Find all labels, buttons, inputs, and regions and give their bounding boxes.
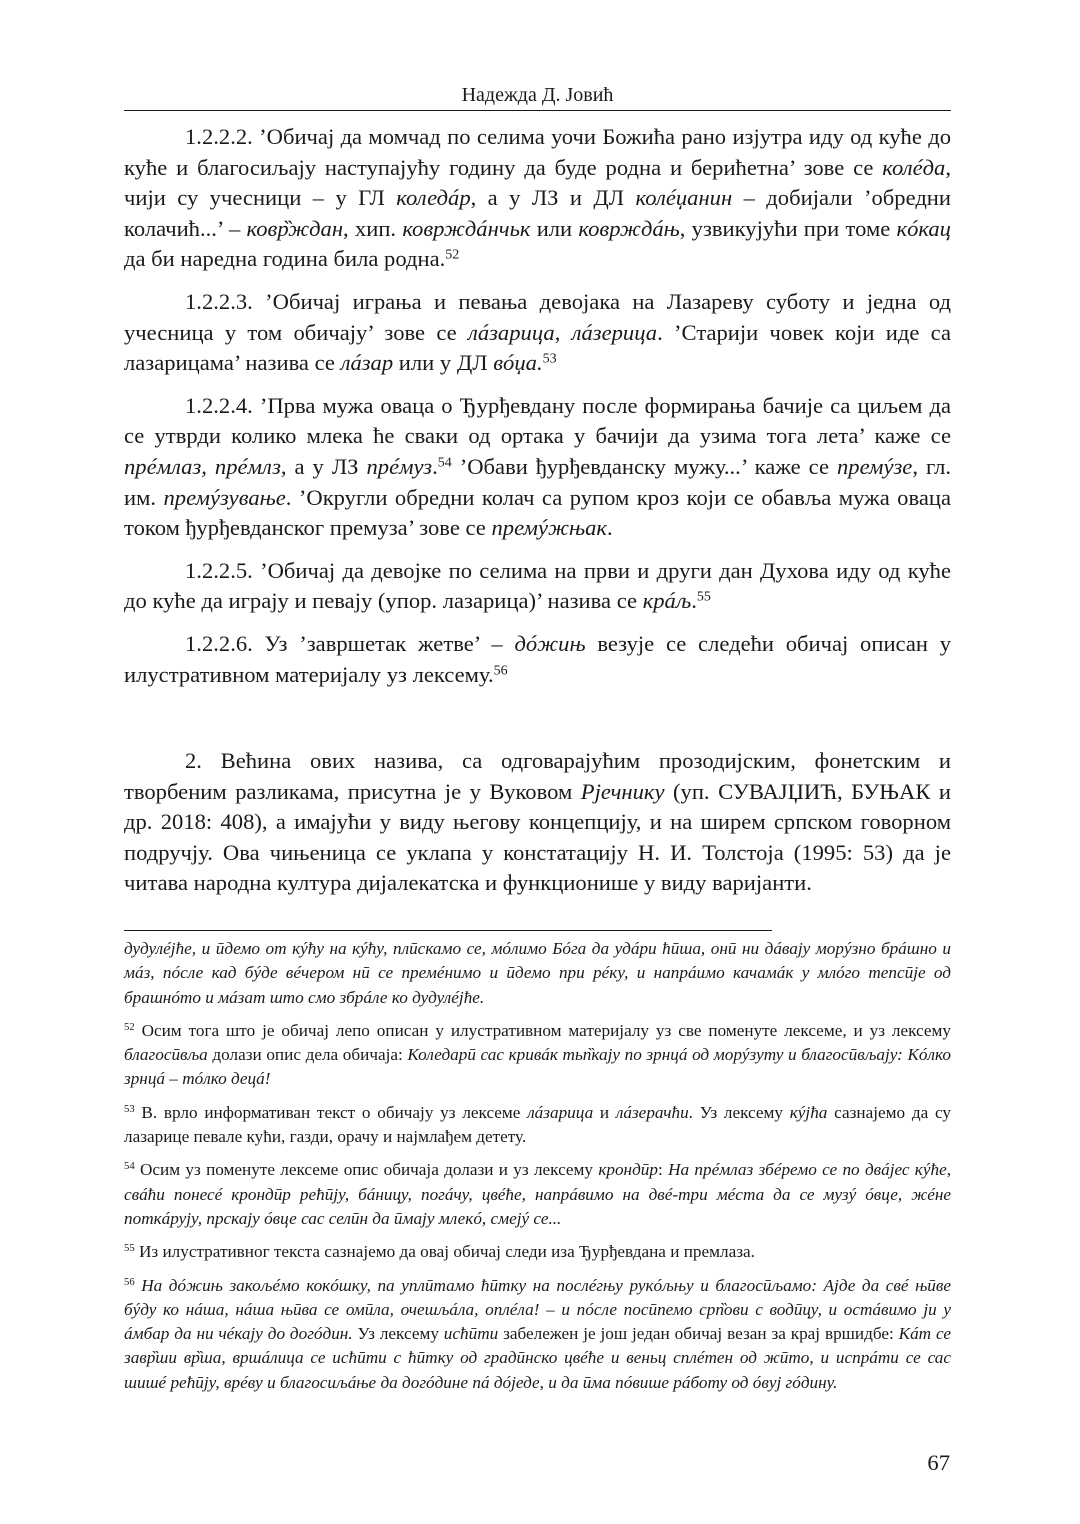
text-run: сазнајемо да су лазарице певале кући, газди, орачу и најмлађем детету.: [124, 1102, 952, 1147]
text-run: , а у ЛЗ: [280, 453, 367, 479]
term: кóкац: [896, 215, 951, 241]
quote: Коледарӣ сас кривáк тьп̏кају по зрнцá од морýзуту и благосӣвљају: Кóлко зрнцá – тóлко децá!: [124, 1045, 951, 1089]
footnote-continued: дудулéјће, и ӣдемо от кýћу на кýћу, плӣскамо се, мóлимо Бóга да удáри ћӣша, онӣ ни дáвају морýзно брáшно и мáз, пóсле кад бýде вéчером нӣ се премéнимо и ӣдемо при рéку, и напрáимо качамáк у млóго тепсӣје од брашнóто и мáзат што смо збрáле ко дудулéјће.: [124, 939, 951, 1007]
term: премýзување: [163, 484, 286, 510]
text-run: Осим уз поменуте лексеме опис обичаја долази и уз лексему: [134, 1160, 599, 1180]
term: кýјћа: [789, 1102, 828, 1122]
main-text: [124, 122, 951, 911]
paragraph-1-2-2-3: [124, 287, 951, 379]
text-run: , чији су учесници – у ГЛ: [124, 154, 951, 211]
footnote-55: [124, 1240, 951, 1264]
footnote-52: [124, 1019, 951, 1092]
quote: На дóжињ закољéмо кокóшку, па уплӣтамо ћӣтку на послéгњу рукóљњу и благосӣљамо: Ајде да свé њӣве бýду ко нáша, нáша њӣва се омӣла, очешљáла, оплéла! – и пóсле посӣпемо срп̏ови с водӣцу, и остáвимо ји у áмбар да ни чéкају до догóдин.: [124, 1275, 951, 1344]
page-number: 67: [927, 1450, 950, 1475]
term: благосӣвља: [124, 1045, 208, 1065]
text-run: В. врло информативан текст о обичају уз лексеме: [134, 1102, 528, 1122]
term: премýжњак: [491, 515, 607, 541]
text-run: , узвикујући при томе: [679, 215, 897, 241]
term: колéџанин: [635, 185, 733, 211]
term: коледáр: [396, 185, 471, 211]
term: прéмлаз, прéмлз: [124, 453, 281, 479]
paragraph-1-2-2-4: [124, 391, 951, 544]
running-header: Надежда Д. Јовић: [461, 84, 614, 106]
footnote-number: 52: [124, 1022, 135, 1034]
footnote-ref-54[interactable]: 54: [437, 455, 452, 471]
text-run: 1.2.2.4. ’Прва мужа оваца о Ђурђевдану после формирања бачије са циљем да се утврди колико млека ће сваки од ортака у бачији да узима тога лета’ каже се: [124, 392, 951, 449]
quote: Кáт се завр̏ши вр̏ша, вршáлица се исћӣти с ћӣтку од градӣнско цвéће и веньц сплéтен од жӣто, и испрáти се сас шишé рећӣју, врéву и благосиљáње да догóдине пá дóједе, и да ӣма пóвише рáботу од óвуј гóдину.: [124, 1324, 951, 1392]
text-run: . ’Старији човек који иде са лазарицама’ назива се: [124, 319, 952, 376]
term: исћӣти: [443, 1324, 499, 1344]
footnote-ref-56[interactable]: 56: [493, 662, 508, 678]
text-run: и: [593, 1102, 616, 1122]
footnote-number: 56: [124, 1276, 135, 1288]
text-run: забележен је још један обичај везан за крај вршидбе:: [498, 1324, 899, 1344]
text-run: везује се следећи обичај описан у илустративном материјалу уз лексему.: [124, 630, 952, 687]
paragraph-2: [124, 746, 951, 899]
footnote-ref-52[interactable]: 52: [445, 247, 460, 263]
text-run: или у ДЛ: [393, 350, 494, 376]
term: дóжињ: [514, 630, 586, 656]
text-run: (уп. СУВАЈЏИЋ, БУЊАК и др. 2018: 408), а имајући у виду његову концепцију, и на ширем српском говорном подручју. Ова чињеница се уклапа у констатацију Н. И. Толстоја (1995: 53) да је читава народна култура дијалекатска и функционише у виду варијанти.: [124, 778, 951, 896]
term: премýзе: [836, 453, 913, 479]
text-run: Уз лексему: [352, 1324, 444, 1344]
book-title: Рјечнику: [580, 778, 665, 804]
term: лáзарица: [467, 319, 555, 345]
term: лáзарица: [527, 1102, 594, 1122]
term: лáзерица: [571, 319, 658, 345]
text-run: 2. Већина ових назива, са одговарајућим прозодијским, фонетским и творбеним разликама, присутна је у Вуковом: [124, 748, 951, 804]
text-run: 1.2.2.6. Уз ’завршетак жетве’ –: [185, 630, 515, 656]
paragraph-1-2-2-2: [124, 122, 951, 275]
footnote-54: [124, 1158, 951, 1231]
text-run: , а у ЛЗ и ДЛ: [470, 185, 636, 211]
footnote-56: [124, 1274, 951, 1395]
term: крáљ: [642, 588, 692, 614]
text-run: – добијали ’обредни колачић...’ –: [124, 185, 951, 241]
text-run: Из илустративног текста сазнајемо да овај обичај следи иза Ђурђевдана и премлаза.: [134, 1242, 755, 1262]
text-run: 1.2.2.2. ’Обичај да момчад по селима уочи Божића рано изјутра иду од куће до куће и благосиљају наступајућу годину да буде родна и берићетна’ зове се: [124, 124, 951, 180]
text-run: . Уз лексему: [688, 1102, 790, 1122]
text-run: :: [657, 1160, 669, 1180]
text-run: .: [691, 588, 697, 614]
text-run: . ’Округли обредни колач са рупом кроз који се обавља мужа оваца током ђурђевданског премуза’ зове се: [124, 484, 951, 541]
text-run: ’Обави ђурђевданску мужу...’ каже се: [451, 453, 837, 479]
quote: На прéмлаз збéремо се по двáјес кýће, свáћи понесé крондӣр рећӣју, бáницу, погáчу, цвéће, напрáвимо на двé-три мéста да се музý óвце, жéне поткáрују, прскају óвце сас селӣн да ӣмају млекó, смејý се...: [124, 1160, 951, 1228]
text-run: да би наредна година била родна.: [124, 246, 446, 272]
term: колéда: [882, 154, 946, 180]
text-run: , хип.: [343, 215, 403, 241]
footnote-number: 54: [124, 1161, 135, 1173]
term: прéмуз: [366, 453, 433, 479]
text-run: ,: [554, 319, 572, 345]
text-run: или: [530, 215, 579, 241]
term: крондӣр: [598, 1160, 658, 1180]
term: лáзар: [340, 350, 394, 376]
footnote-53: [124, 1101, 951, 1150]
term: коврждáнчьк: [402, 215, 531, 241]
term: лáзерачћи: [615, 1102, 689, 1122]
term: коврждáњ: [578, 215, 680, 241]
footnotes: [124, 937, 951, 1404]
text-run: .: [606, 515, 613, 541]
text-run: , гл. им.: [124, 453, 952, 510]
footnote-ref-55[interactable]: 55: [696, 589, 711, 605]
term: ковр̏ждан: [246, 215, 344, 241]
text-run: 1.2.2.3. ’Обичај играња и певања девојака на Лазареву суботу и једна од учесница у том обичају’ зове се: [124, 288, 951, 345]
text-run: .: [432, 453, 438, 479]
footnote-number: 55: [124, 1243, 135, 1255]
term: вóџа.: [493, 350, 543, 376]
paragraph-1-2-2-6: [124, 629, 951, 690]
text-run: 1.2.2.5. ’Обичај да девојке по селима на први и други дан Духова иду од куће до куће да играју и певају (упор. лазарица)’ назива се: [124, 557, 951, 614]
footnote-number: 53: [124, 1103, 135, 1115]
paragraph-1-2-2-5: [124, 556, 951, 617]
footnote-ref-53[interactable]: 53: [542, 351, 557, 367]
header-rule: [124, 110, 951, 111]
text-run: Осим тога што је обичај лепо описан у илустративном материјалу уз све поменуте лексеме, и уз лексему: [134, 1020, 951, 1040]
text-run: долази опис дела обичаја:: [207, 1045, 408, 1065]
footnote-separator: [124, 930, 772, 931]
